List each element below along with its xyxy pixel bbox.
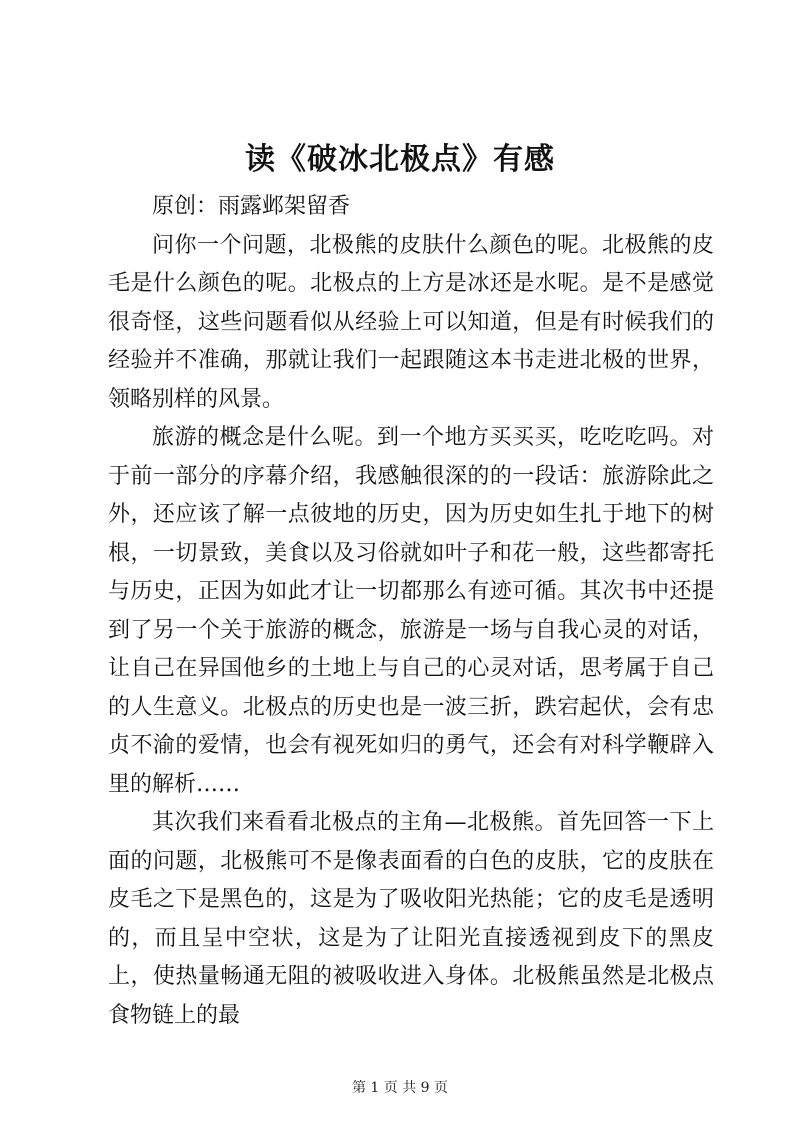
paragraph: 其次我们来看看北极点的主角—北极熊。首先回答一下上面的问题，北极熊可不是像表面看的白色的皮肤，它的皮肤在皮毛之下是黑色的，这是为了吸收阳光热能；它的皮毛是透明的，而且呈中空状，这是为了让阳光直接透视到皮下的黑皮上，使热量畅通无阻的被吸收进入身体。北极熊虽然是北极点食物链上的最 bbox=[108, 810, 714, 1028]
paragraph: 旅游的概念是什么呢。到一个地方买买买，吃吃吃吗。对于前一部分的序幕介绍，我感触很深的的一段话：旅游除此之外，还应该了解一点彼地的历史，因为历史如生扎于地下的树根，一切景致，美食以及习俗就如叶子和花一般，这些都寄托与历史，正因为如此才让一切都那么有迹可循。其次书中还提到了另一个关于旅游的概念，旅游是一场与自我心灵的对话，让自己在异国他乡的土地上与自己的心灵对话，思考属于自己的人生意义。北极点的历史也是一波三折，跌宕起伏，会有忠贞不渝的爱情，也会有视死如归的勇气，还会有对科学鞭辟入里的解析…… bbox=[108, 425, 714, 797]
paragraph: 问你一个问题，北极熊的皮肤什么颜色的呢。北极熊的皮毛是什么颜色的呢。北极点的上方是冰还是水呢。是不是感觉很奇怪，这些问题看似从经验上可以知道，但是有时候我们的经验并不准确，那就让我们一起跟随这本书走进北极的世界，领略别样的风景。 bbox=[108, 232, 714, 412]
page-title: 读《破冰北极点》有感 bbox=[245, 142, 555, 177]
document-body bbox=[108, 188, 714, 1035]
author-line: 原创：雨露邺架留香 bbox=[152, 194, 351, 219]
page-footer: 第 1 页 共 9 页 bbox=[351, 1080, 449, 1096]
